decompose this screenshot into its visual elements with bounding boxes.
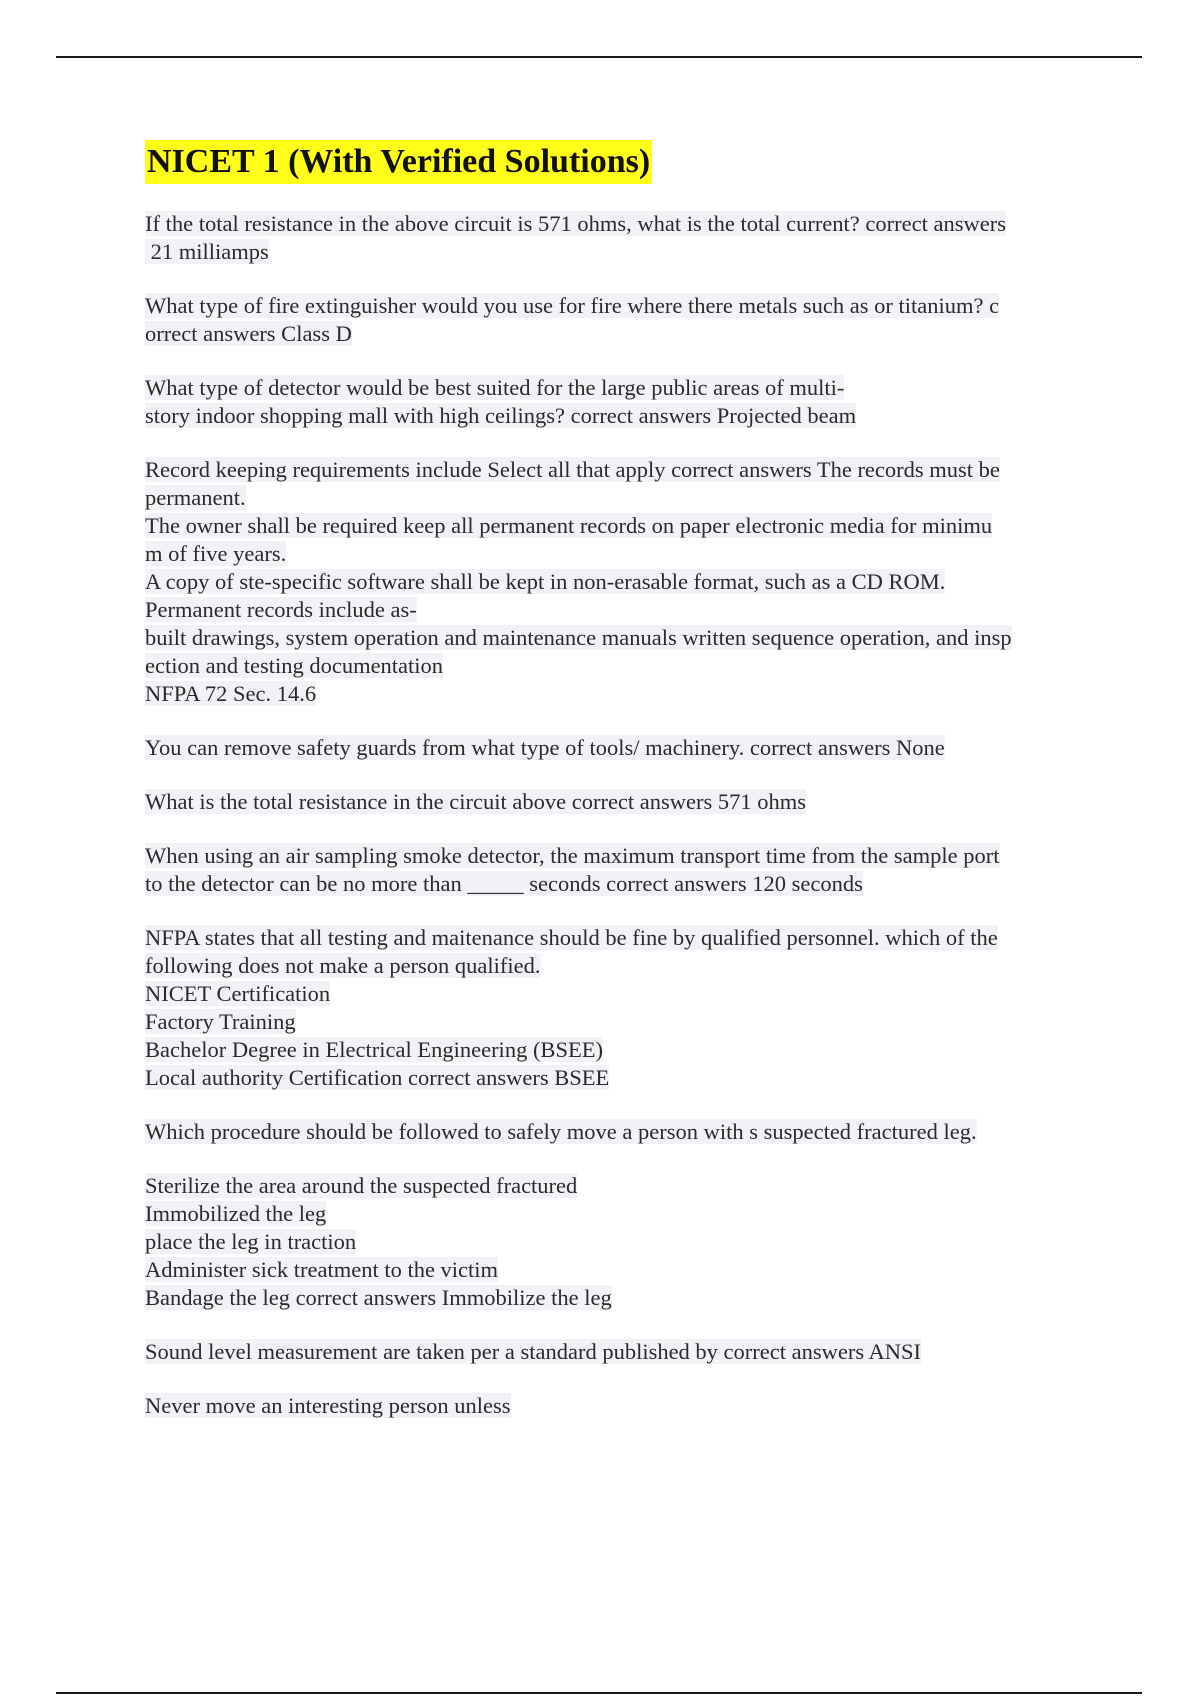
qa-line-text: Sterilize the area around the suspected fractured (145, 1173, 578, 1198)
qa-item (145, 210, 1095, 266)
qa-line (145, 1338, 1095, 1366)
qa-line (145, 456, 1095, 484)
qa-line (145, 1172, 1095, 1200)
qa-line-text: following does not make a person qualified. (145, 953, 541, 978)
qa-item (145, 734, 1095, 762)
qa-line-text: When using an air sampling smoke detector, the maximum transport time from the sample port (145, 843, 1000, 868)
qa-line-text: to the detector can be no more than _____ seconds correct answers 120 seconds (145, 871, 863, 896)
qa-line-text: Factory Training (145, 1009, 296, 1034)
qa-line (145, 292, 1095, 320)
qa-item (145, 1172, 1095, 1312)
qa-line (145, 402, 1095, 430)
qa-line-text: story indoor shopping mall with high ceilings? correct answers Projected beam (145, 403, 857, 428)
footer-rule (56, 1692, 1142, 1694)
qa-line-text: A copy of ste-specific software shall be kept in non-erasable format, such as a CD ROM. (145, 569, 946, 594)
qa-item (145, 1392, 1095, 1420)
qa-line (145, 568, 1095, 596)
qa-line (145, 952, 1095, 980)
qa-line-text: NFPA 72 Sec. 14.6 (145, 681, 317, 706)
qa-line-text: What type of detector would be best suited for the large public areas of multi- (145, 375, 845, 400)
qa-line-text: Administer sick treatment to the victim (145, 1257, 499, 1282)
qa-line (145, 1118, 1095, 1146)
qa-item (145, 456, 1095, 708)
document-title: NICET 1 (With Verified Solutions) (145, 140, 652, 184)
header-rule (56, 56, 1142, 58)
qa-line (145, 1064, 1095, 1092)
qa-line (145, 1284, 1095, 1312)
qa-line (145, 540, 1095, 568)
qa-line-text: place the leg in traction (145, 1229, 357, 1254)
qa-line-text: If the total resistance in the above circuit is 571 ohms, what is the total current? correct answers (145, 211, 1006, 236)
qa-line (145, 1256, 1095, 1284)
qa-line-text: Which procedure should be followed to safely move a person with s suspected fractured leg. (145, 1119, 977, 1144)
qa-line-text: Bandage the leg correct answers Immobilize the leg (145, 1285, 612, 1310)
qa-line-text: m of five years. (145, 541, 287, 566)
document-body (145, 140, 1095, 1446)
qa-line-text: What is the total resistance in the circuit above correct answers 571 ohms (145, 789, 807, 814)
qa-line-text: Never move an interesting person unless (145, 1393, 511, 1418)
qa-line (145, 1228, 1095, 1256)
qa-line (145, 512, 1095, 540)
qa-line (145, 980, 1095, 1008)
qa-line (145, 870, 1095, 898)
qa-line (145, 788, 1095, 816)
qa-line (145, 320, 1095, 348)
qa-line-text: What type of fire extinguisher would you use for fire where there metals such as or titanium? c (145, 293, 1000, 318)
qa-line-text: NICET Certification (145, 981, 331, 1006)
qa-line-text: Record keeping requirements include Select all that apply correct answers The records must be (145, 457, 1000, 482)
qa-line-text: orrect answers Class D (145, 321, 352, 346)
qa-line-text: ection and testing documentation (145, 653, 444, 678)
qa-line (145, 210, 1095, 238)
qa-item (145, 1118, 1095, 1146)
qa-line (145, 1036, 1095, 1064)
qa-line (145, 734, 1095, 762)
qa-line (145, 1008, 1095, 1036)
qa-line-text: The owner shall be required keep all permanent records on paper electronic media for minimu (145, 513, 993, 538)
qa-line (145, 624, 1095, 652)
qa-line (145, 842, 1095, 870)
qa-line-text: You can remove safety guards from what type of tools/ machinery. correct answers None (145, 735, 945, 760)
qa-item (145, 788, 1095, 816)
qa-line-text: 21 milliamps (145, 239, 269, 264)
qa-line (145, 484, 1095, 512)
qa-line-text: Permanent records include as- (145, 597, 417, 622)
qa-line-text: Sound level measurement are taken per a standard published by correct answers ANSI (145, 1339, 921, 1364)
qa-line (145, 238, 1095, 266)
qa-line (145, 596, 1095, 624)
qa-line (145, 924, 1095, 952)
qa-line (145, 374, 1095, 402)
qa-list (145, 210, 1095, 1420)
qa-line (145, 1200, 1095, 1228)
qa-line (145, 1392, 1095, 1420)
qa-line-text: Local authority Certification correct answers BSEE (145, 1065, 610, 1090)
qa-line-text: permanent. (145, 485, 246, 510)
qa-line (145, 652, 1095, 680)
qa-item (145, 924, 1095, 1092)
qa-line-text: Bachelor Degree in Electrical Engineering (BSEE) (145, 1037, 603, 1062)
qa-line-text: Immobilized the leg (145, 1201, 327, 1226)
qa-line-text: NFPA states that all testing and maitenance should be fine by qualified personnel. which of the (145, 925, 998, 950)
qa-item (145, 842, 1095, 898)
qa-item (145, 374, 1095, 430)
qa-item (145, 1338, 1095, 1366)
qa-line (145, 680, 1095, 708)
qa-item (145, 292, 1095, 348)
qa-line-text: built drawings, system operation and maintenance manuals written sequence operation, and insp (145, 625, 1012, 650)
